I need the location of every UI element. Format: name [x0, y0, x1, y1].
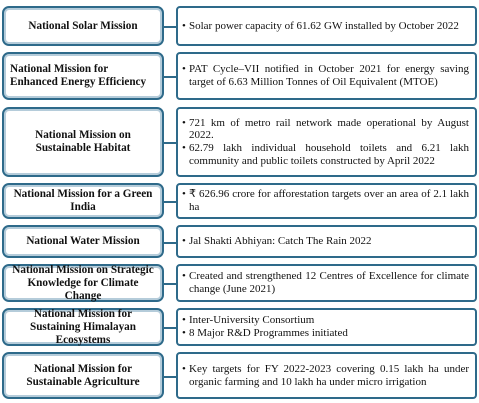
mission-name: National Mission on Strategic Knowledge for Climate Change [2, 264, 164, 302]
bullet-marker: • [182, 235, 186, 248]
mission-row-energy-efficiency [2, 52, 477, 100]
detail-text: Created and strengthened 12 Centres of Excellence for climate change (June 2021) [189, 270, 469, 295]
mission-name: National Mission for Sustainable Agriculture [2, 352, 164, 399]
mission-row-water [2, 225, 477, 258]
detail-bullet [182, 63, 469, 88]
mission-details [176, 308, 477, 346]
detail-bullet [182, 142, 469, 167]
bullet-marker: • [182, 19, 186, 32]
connector-line [164, 376, 176, 378]
bullet-marker: • [182, 362, 186, 375]
detail-bullet [182, 188, 469, 213]
bullet-marker: • [182, 63, 186, 76]
detail-text: 721 km of metro rail network made operational by August 2022. [189, 116, 469, 142]
mission-name: National Water Mission [2, 225, 164, 258]
mission-details [176, 6, 477, 46]
mission-name: National Mission for Enhanced Energy Efficiency [2, 52, 164, 100]
detail-text: Solar power capacity of 61.62 GW installed by October 2022 [189, 19, 459, 32]
connector-line [164, 283, 176, 285]
detail-bullet [182, 314, 469, 327]
mission-row-green-india [2, 183, 477, 219]
mission-row-himalayan-ecosystems [2, 308, 477, 346]
detail-bullet [182, 117, 469, 142]
bullet-marker: • [182, 142, 186, 154]
bullet-marker: • [182, 116, 186, 129]
mission-name: National Mission on Sustainable Habitat [2, 107, 164, 177]
bullet-marker: • [182, 314, 186, 327]
connector-line [164, 327, 176, 329]
connector-line [164, 242, 176, 244]
connector-line [164, 201, 176, 203]
mission-details [176, 183, 477, 219]
detail-bullet [182, 20, 469, 33]
detail-text: Key targets for FY 2022-2023 covering 0.15 lakh ha under organic farming and 10 lakh ha under micro irrigation [189, 362, 469, 388]
bullet-marker: • [182, 327, 186, 339]
detail-bullet [182, 363, 469, 388]
detail-bullet [182, 270, 469, 295]
mission-row-sustainable-agriculture [2, 352, 477, 399]
detail-text: Inter-University Consortium [189, 314, 315, 327]
mission-row-sustainable-habitat [2, 107, 477, 177]
mission-name: National Mission for a Green India [2, 183, 164, 219]
mission-details [176, 264, 477, 302]
detail-text: Jal Shakti Abhiyan: Catch The Rain 2022 [189, 235, 372, 248]
mission-details [176, 52, 477, 100]
mission-details [176, 107, 477, 177]
mission-name: National Solar Mission [2, 6, 164, 46]
detail-bullet [182, 327, 469, 340]
connector-line [164, 76, 176, 78]
detail-text: 62.79 lakh individual household toilets and 6.21 lakh community and public toilets constructed by April 2022 [189, 142, 469, 167]
bullet-marker: • [182, 270, 186, 283]
mission-name: National Mission for Sustaining Himalayan Ecosystems [2, 308, 164, 346]
bullet-marker: • [182, 188, 186, 201]
detail-bullet [182, 235, 469, 248]
detail-text: PAT Cycle–VII notified in October 2021 for energy saving target of 6.63 Million Tonnes of Oil Equivalent (MTOE) [189, 63, 469, 88]
detail-text: 8 Major R&D Programmes initiated [189, 327, 348, 339]
connector-line [164, 26, 176, 28]
mission-row-solar [2, 6, 477, 46]
mission-details [176, 225, 477, 258]
connector-line [164, 142, 176, 144]
mission-details [176, 352, 477, 399]
mission-row-strategic-knowledge [2, 264, 477, 302]
detail-text: ₹ 626.96 crore for afforestation targets over an area of 2.1 lakh ha [189, 188, 469, 213]
